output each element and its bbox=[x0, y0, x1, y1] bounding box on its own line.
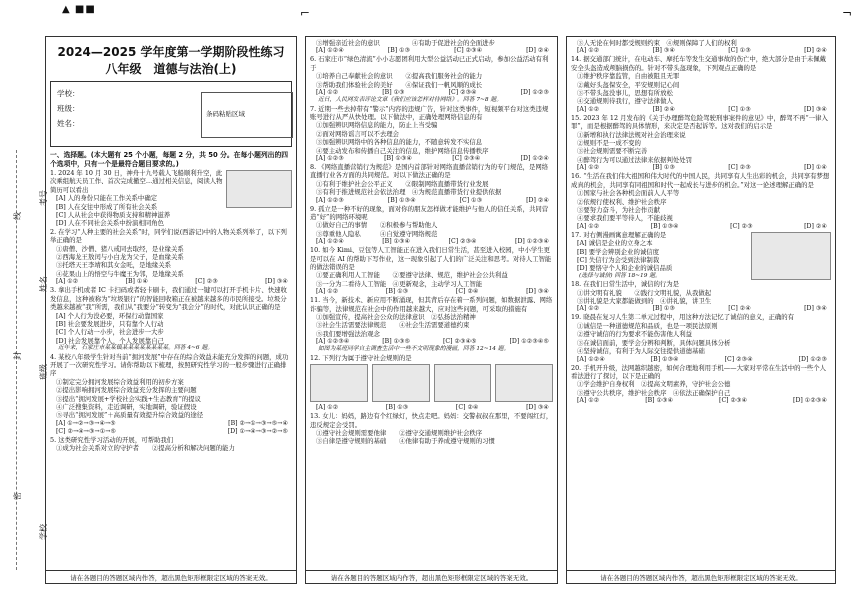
question-14: 14. 据交通部门统计，在电动车、摩托车等发生交通事故的伤亡中，绝大部分是由于未佩戴安全头盔造成颅脑损伤的。针对不带头盔现象，下列观点正确的是 bbox=[571, 55, 827, 72]
question-5: 5. 这类研究性学习活动的开展，可帮助我们 bbox=[50, 435, 174, 444]
answer-choice[interactable]: [B] ①③ bbox=[652, 164, 676, 172]
question-15: 15. 2023 年 12 月发布的《关于办理醉驾危险驾驶刑事案件的意见》中，醉驾不再“一律入罪”，而是根据醉驾的具体情形，来决定是否起诉等。这对我们的启示是 bbox=[571, 113, 828, 131]
info-school[interactable]: 学校： bbox=[57, 89, 80, 98]
answer-choice[interactable]: [D] ①②④ bbox=[520, 154, 549, 162]
answer-choice[interactable]: [D] ②④ bbox=[526, 47, 549, 55]
answer-choice[interactable]: [B] ①③⑤ bbox=[382, 338, 411, 346]
q17-option-d[interactable]: [D] 要恪守个人和企业的诚信品质 bbox=[577, 264, 673, 273]
answer-choice[interactable]: [C] ②③④ bbox=[448, 89, 477, 97]
q13-statement: ③自律是遵守规则的基础 ④他律有助于养成遵守规则的习惯 bbox=[316, 437, 495, 446]
answer-choice[interactable]: [B] ①③ bbox=[387, 47, 411, 55]
answer-choice[interactable]: [A] ①②③④ bbox=[316, 338, 350, 346]
q11-statement: ③社会生活需要法律规范 ④社会生活需要道德约束 bbox=[316, 321, 470, 330]
question-10: 10. 如今 Kimi、豆包等人工智能正在进入我们日常生活，甚至进入校园，中小学生更是可以在 AI 的帮助下写作业，这一现象引起了人们的广泛关注和思考。对待人工智能的做法错误的是 bbox=[310, 246, 552, 272]
q2-statement: ③托塔天王李靖和其女金吒，是地缘关系 bbox=[56, 261, 172, 270]
answer-choice[interactable]: [C] ②③④⑤ bbox=[443, 338, 477, 346]
line-mark: 线 bbox=[13, 212, 22, 220]
q9-statement: ③尊重他人隐私 ④自觉遵守网络规范 bbox=[316, 229, 438, 238]
answer-choice[interactable]: [C] ②④ bbox=[455, 404, 479, 412]
q4-step: ⑤寻出“拥河发展”＋高质量有效提升综合效益的途径 bbox=[56, 411, 204, 420]
answer-choice[interactable]: [A] ①② bbox=[577, 305, 600, 313]
q7-statement: ②面对网络谣言可以不去理会 bbox=[316, 129, 400, 138]
registration-marks: ▲ ■■ bbox=[62, 4, 96, 15]
q13-statement: ①遵守社会规则需要他律 ②遵守交通规则维护社会秩序 bbox=[316, 429, 483, 437]
answer-choice[interactable]: [D] ②④ bbox=[526, 196, 549, 204]
q4-step: ②提出影响拥河发展综合效益充分发挥的主要问题 bbox=[56, 386, 197, 395]
question-19: 19. 晓晨在复习人生第二单元过程中，用这种方法记忆了诚信的意义，正确的有 bbox=[571, 313, 795, 322]
answer-choice[interactable]: [A] ①② bbox=[316, 404, 339, 412]
q4-step: ③提出“拥河发展+学校社会实践+生态教育”的提议 bbox=[56, 394, 202, 403]
barcode-label: 条码粘贴区域 bbox=[206, 110, 245, 118]
q19-statement: ①诚信是一种道德规范和品质，也是一项民法原则 bbox=[577, 321, 718, 330]
answer-choice[interactable]: [D] ①②③④ bbox=[793, 397, 827, 405]
answer-choice[interactable]: [D] ①②③ bbox=[798, 355, 827, 363]
q15-statement: ①新增和执行法律法规对社会治理来说 bbox=[577, 130, 686, 139]
answer-choice[interactable]: [B] ②④ bbox=[652, 105, 676, 113]
answer-choice[interactable]: [D] ③④ bbox=[526, 288, 549, 296]
note-4-6: 近年来，石家庄市某某镇某某某某某某某某。回答 4~6 题。 bbox=[58, 345, 214, 352]
q14-answers bbox=[571, 106, 831, 114]
q16-answers bbox=[571, 223, 831, 231]
q19-statement: ③在诚信面前，要学会分辨和判断，具体问题具体分析 bbox=[577, 338, 731, 347]
q16-statement: ③要努力奋斗，为社会作贡献 bbox=[577, 205, 661, 214]
q2-statement: ④花果山上的悟空与牛魔王为邻，是地缘关系 bbox=[56, 269, 184, 278]
answer-choice[interactable]: [C] ②③ bbox=[195, 278, 218, 286]
secret-mark: 密 bbox=[13, 492, 22, 500]
answer-choice[interactable]: [A] ①② bbox=[577, 397, 600, 405]
answer-choice[interactable]: [C] ②④ bbox=[455, 288, 479, 296]
q3-option-a[interactable]: [A] 个人行为没必要，环保行动靠国家 bbox=[56, 311, 164, 320]
q14-statement: ②戴好头盔保安全，平安规则记心间 bbox=[577, 80, 680, 89]
answer-choice[interactable]: [C] ②→④→③→①→⑤ bbox=[56, 427, 117, 435]
answer-choice[interactable]: [A] ①② bbox=[577, 164, 600, 172]
question-2: 2. 在学习“人种主要的社会关系”时，同学们说(西游记)中的人物关系列举了，以下列举正确的是 bbox=[50, 227, 287, 245]
answer-choice[interactable]: [D] ①②③④⑤ bbox=[509, 338, 549, 346]
answer-choice[interactable]: [D] ②④ bbox=[804, 47, 827, 55]
note-18-19: (选择与诚信) 回答 18~19 题。 bbox=[579, 272, 661, 279]
column-1 bbox=[45, 36, 297, 584]
column-2 bbox=[305, 36, 558, 584]
answer-choice[interactable]: [A] ①② bbox=[56, 278, 79, 286]
answer-choice[interactable]: [B] ①③④ bbox=[645, 397, 674, 405]
question-20: 20. 手机开升级，法网越织越密，如何合理地利用手机——大家对平常在生活中的一些个人看法进行了探讨，以下是正确的 bbox=[571, 363, 827, 380]
answer-choice[interactable]: [C] ②③ bbox=[730, 222, 753, 230]
q19-statement: ④坚持诚信，有利于为人际交往提供道德基础 bbox=[577, 347, 705, 356]
answer-choice[interactable]: [A] ①② bbox=[577, 222, 600, 230]
q3-option-d[interactable]: [D] 社会发展靠个人，个人发展靠自己 bbox=[56, 336, 165, 345]
answer-choice[interactable]: [B] ①③ bbox=[385, 404, 409, 412]
q7-statement: ③加强辨识网络中的各种信息的能力，不随意转发不实信息 bbox=[316, 138, 483, 147]
exam-subtitle: 八年级 道德与法治(上) bbox=[105, 62, 237, 76]
corner-mark-left: ⌐ bbox=[300, 6, 311, 20]
answer-choice[interactable]: [B] ①④ bbox=[125, 278, 149, 286]
q8-statement: ①有利于维护社会公平正义 ②限制网络直播带货行业发展 bbox=[316, 179, 489, 188]
q9-statement: ①做好自己的事情 ②积极参与帮助他人 bbox=[316, 221, 438, 230]
q2-statement: ②西海龙王敖闰与小白龙为父子，是血缘关系 bbox=[56, 253, 184, 262]
q16-statement: ②依规行使权利、维护社会秩序 bbox=[577, 197, 667, 206]
q5-statement: ①成为社会关系对立的守护者 ②提高分析和解决问题的能力 bbox=[56, 444, 235, 453]
q12-answers bbox=[310, 404, 553, 412]
student-info-box bbox=[50, 81, 292, 147]
answer-choice[interactable]: [A] ①② bbox=[577, 105, 600, 113]
answer-choice[interactable]: [A] ①②④ bbox=[316, 47, 344, 55]
cartoon-strip bbox=[310, 364, 553, 402]
answer-choice[interactable]: [D] ③④ bbox=[804, 305, 827, 313]
answer-area-footer: 请在各题目的答题区域内作答，超出黑色矩形框限定区域的答案无效。 bbox=[567, 570, 835, 584]
answer-choice[interactable]: [D] ③④ bbox=[265, 278, 288, 286]
question-7: 7. 近期一些去掉带有“警示”内容的违规广告，针对这类事件，短视频平台对这类违规账号进行从严从快处理。以下做法中，正确处理网络信息的有 bbox=[310, 104, 549, 121]
q18-statement: ③讲礼貌是大家都能做到的 ④讲礼貌，讲卫生 bbox=[577, 297, 712, 306]
answer-choice[interactable]: [C] ①③ bbox=[459, 196, 483, 204]
info-name[interactable]: 姓名： bbox=[57, 119, 80, 128]
answer-choice[interactable]: [D] ①→④→③→②→⑤ bbox=[227, 427, 288, 435]
answer-choice[interactable]: [A] ①② bbox=[316, 89, 339, 97]
q6-statement: ①培养自己奉献社会的意识 ②提高我们服务社会的能力 bbox=[316, 72, 483, 81]
q3-option-b[interactable]: [B] 社会要发展进步，只有靠个人行动 bbox=[56, 319, 164, 328]
exam-title: 2024—2025 学年度第一学期阶段性练习 bbox=[57, 45, 285, 59]
info-class[interactable]: 班级： bbox=[57, 104, 80, 113]
q4-answers-2 bbox=[50, 428, 292, 436]
answer-choice[interactable]: [A] ①→②→③→④→⑤ bbox=[56, 419, 116, 427]
class-label: 班级 bbox=[39, 364, 48, 380]
answer-choice[interactable]: [B] ①③④ bbox=[382, 238, 411, 246]
answer-choice[interactable]: [C] ①③ bbox=[728, 47, 751, 55]
q7-statement: ①加强辨识网络信息的能力，防止上当受骗 bbox=[316, 121, 438, 130]
student-name-label: 姓名 bbox=[39, 276, 48, 292]
q10-statement: ①要正确利用人工智能 ②要遵守法律、规范，维护社会公共利益 bbox=[316, 271, 508, 280]
answer-choice[interactable]: [A] ①②③ bbox=[316, 196, 344, 204]
question-17: 17. 对右侧漫画寓意理解正确的是 bbox=[571, 230, 667, 239]
question-16: 16. “生活在我们伟大祖国和伟大时代的中国人民，共同享有人生出彩的机会，共同享有梦想成真的机会，共同享有同祖国和时代一起成长与进步的机会。”对这一论述理解正确的是 bbox=[571, 172, 830, 189]
note-12-14: 如图为某班同学自主调查生活中一些不文明现象的漫画，回答 12~14 题。 bbox=[318, 346, 510, 353]
q19-statement: ②遵守诚信的行为要求不能伤害他人利益 bbox=[577, 330, 693, 339]
q20-answers bbox=[571, 397, 831, 405]
cartoon-image bbox=[310, 364, 368, 402]
answer-choice[interactable]: [B] ①③ bbox=[382, 89, 405, 97]
question-8: 8. 《网络直播营销行为规范》是国内首部针对网络直播营销行为的专门规范，是网络直播行业各方面的共同规范。对以下做法正确的是 bbox=[310, 162, 549, 180]
cartoon-image bbox=[434, 364, 492, 402]
answer-choice[interactable]: [D] ③④ bbox=[526, 404, 549, 412]
question-1-photo bbox=[226, 170, 292, 208]
answer-choice[interactable]: [C] ②③④ bbox=[724, 355, 753, 363]
cartoon-image bbox=[372, 364, 430, 402]
binding-strip bbox=[0, 0, 48, 608]
q15-statement: ④醉驾行为可以通过法律来依据判处处罚 bbox=[577, 155, 693, 164]
q7-answers bbox=[310, 155, 553, 163]
q11-statement: ⑤我们要增强法治观念 bbox=[316, 329, 380, 338]
answer-choice[interactable]: [A] ①②③ bbox=[316, 154, 344, 162]
answer-choice[interactable]: [C] ②③ bbox=[728, 164, 751, 172]
answer-choice[interactable]: [C] ②③④ bbox=[452, 154, 481, 162]
q18-statement: ①讲文明有礼貌 ②践行文明礼貌，从我做起 bbox=[577, 288, 712, 297]
q3-option-c[interactable]: [C] 个人行动一小步，社会进步一大步 bbox=[56, 328, 164, 337]
answer-choice[interactable]: [A] ①②④ bbox=[577, 355, 605, 363]
q8-answers bbox=[310, 197, 553, 205]
q14-statement: ④交通规则待我行，遵守法律做人 bbox=[577, 97, 673, 106]
answer-choice[interactable]: [A] ①② bbox=[577, 47, 600, 55]
q6-answers bbox=[310, 89, 553, 97]
q15-statement: ②规则不是一成不变的 bbox=[577, 139, 641, 148]
q1-option-a[interactable]: [A] 人的身份只能在工作关系中确定 bbox=[56, 194, 158, 203]
question-12: 12. 下列行为属于遵守社会规则的是 bbox=[310, 353, 412, 362]
q14-statement: ③不带头盔没事儿，思想有所放松 bbox=[577, 89, 673, 98]
answer-choice[interactable]: [B] ②→①→③→⑤→④ bbox=[228, 419, 288, 427]
answer-choice[interactable]: [C] ②③④ bbox=[719, 397, 748, 405]
answer-choice[interactable]: [B] ③④ bbox=[652, 47, 676, 55]
q4-step: ④广泛搜集资料，走近调研，实地调研，验证假设 bbox=[56, 403, 197, 412]
q20-statement: ③遵守公共秩序，维护社会秩序 ④依法正确保护自己 bbox=[577, 388, 731, 397]
q7-statement: ④要主动发布和传播自己关注的信息，维护网络信息传播秩序 bbox=[316, 146, 489, 155]
column-3 bbox=[566, 36, 836, 584]
q1-option-c[interactable]: [C] 人从社会中获得物质支持和精神滋养 bbox=[56, 211, 171, 220]
answer-choice[interactable]: [B] ①③④ bbox=[384, 154, 413, 162]
q16-statement: ④要求我们要平等待人，不能歧视 bbox=[577, 214, 673, 223]
answer-choice[interactable]: [B] ①③④ bbox=[650, 222, 679, 230]
question-9: 9. 孤立是一种不好的现象，面对你的朋友怎样做才能维护与他人的信任关系，共同营造“好”的网络环境呢 bbox=[310, 204, 549, 221]
q14-statement: ①维护秩序靠监管，自由被阻且无罪 bbox=[577, 72, 680, 81]
answer-choice[interactable]: [D] ②④ bbox=[804, 222, 827, 230]
section-heading: 一、选择题。(本大题有 25 个小题，每题 2 分，共 50 分。在每小题列出的四个选项中，只有一个是最符合题目要求的。) bbox=[50, 151, 289, 168]
answer-choice[interactable]: [B] ①③④ bbox=[650, 355, 679, 363]
q17-option-c[interactable]: [C] 失信行为会受到法律制裁 bbox=[577, 255, 660, 264]
q13-statement: ③人无论在何时都受规则约束 ④规则保障了人们的权利 bbox=[577, 39, 737, 47]
question-18: 18. 在我们日常生活中，诚信的行为是 bbox=[571, 280, 680, 289]
answer-choice[interactable]: [B] ①③ bbox=[385, 288, 409, 296]
q11-statement: ①加强宣传，提高社会公众的法律意识 ②弘扬法治精神 bbox=[316, 313, 476, 322]
question-3: 3. 拿出手机或者 IC 卡扫码或者轻卡刷卡，我们通过一键可以打开手机卡片、快速收发信息，这种被称为“垃圾银行”的智能回收箱正在被越来越多的市民所接受。垃圾分类越来越被“我”所需，我们从“我要分”转变为“我会分”的时代，对此认识正确的是 bbox=[50, 286, 287, 312]
q10-statement: ③一分为二看待人工智能 ④更新观念，主动学习人工智能 bbox=[316, 279, 483, 288]
q4-step: ①制定完分拥河发展综合效益利用的初步方案 bbox=[56, 377, 184, 386]
q17-option-a[interactable]: [A] 诚信是企业的立身之本 bbox=[577, 239, 653, 248]
q5-statement: ③增强亲近社会的意识 ④有助于促进社会的全面进步 bbox=[316, 39, 495, 47]
q6-statement: ③帮助我们体验社会的美好 ④保证我们一帆风顺的成长 bbox=[316, 80, 483, 89]
q19-answers bbox=[571, 356, 831, 364]
answer-choice[interactable]: [C] ②④ bbox=[728, 305, 751, 313]
note-7-8: 近日，人民网发表评论文章《我们应该怎样对待网络》。回答 7~8 题。 bbox=[318, 97, 503, 104]
answer-choice[interactable]: [B] ①③ bbox=[652, 305, 676, 313]
q2-statement: ①唐僧、沙僧、猪八戒同去取经，是业缘关系 bbox=[56, 244, 184, 253]
seal-mark: 封 bbox=[13, 352, 22, 360]
answer-choice[interactable]: [D] ①④ bbox=[804, 164, 827, 172]
q15-statement: ③社会规则需要不断完善 bbox=[577, 147, 648, 156]
cartoon-image bbox=[495, 364, 553, 402]
question-1: 1. 2024 年 10 月 30 日，神舟十九号载人飞船顺利升空，此次乘组航天员工作、首次完成撤空…通过相关信息，阅读人物简历可以看出 bbox=[50, 169, 223, 194]
answer-choice[interactable]: [D] ①②③④ bbox=[515, 238, 549, 246]
answer-choice[interactable]: [C] ②③④ bbox=[448, 238, 477, 246]
q4-answers bbox=[50, 420, 292, 428]
question-11: 11. 当今，新技术、新应用不断涌现，但其背后存在着一系列问题，如数据泄露、网络诈骗等，法律规范在社会中的作用越来越大，应对这些问题，可采取的措施有 bbox=[310, 296, 553, 313]
answer-choice[interactable]: [C] ②③④ bbox=[454, 47, 483, 55]
answer-area-footer: 请在各题目的答题区域内作答，超出黑色矩形框限定区域的答案无效。 bbox=[46, 570, 296, 584]
question-17-cartoon bbox=[751, 232, 831, 280]
barcode-area bbox=[201, 92, 293, 138]
q16-statement: ①国家与社会各种机会面前人人平等 bbox=[577, 189, 680, 198]
answer-choice[interactable]: [D] ①②③ bbox=[520, 89, 549, 97]
answer-choice[interactable]: [A] ①② bbox=[316, 288, 339, 296]
school-label: 学校 bbox=[39, 524, 48, 540]
q8-statement: ③有利于推进规范社会依法治理 ④为规范直播带货行业提供依据 bbox=[316, 188, 502, 197]
answer-choice[interactable]: [A] ①②④ bbox=[316, 238, 344, 246]
q17-option-b[interactable]: [B] 要学会辨别企业的诚信度 bbox=[577, 247, 660, 256]
question-6: 6. 石家庄市“绿色清流”小小志愿团利用大型公益活动已正式启动，参加公益活动有利于 bbox=[310, 55, 549, 72]
question-4: 4. 某校八年级学生针对当前“拥河发展”中存在的综合效益未能充分发挥的问题，成功开展了一次研究性学习。请你帮助以下梳理，按照研究性学习的一般步骤进行正确排序 bbox=[50, 352, 289, 378]
answer-choice[interactable]: [C] ①③ bbox=[728, 105, 751, 113]
q1-option-d[interactable]: [D] 人在不同社会关系中扮演相同角色 bbox=[56, 219, 165, 228]
answer-choice[interactable]: [B] ①③④ bbox=[387, 196, 416, 204]
q20-statement: ①学会维护自身权利 ②提高文明素养，守护社会公德 bbox=[577, 380, 731, 389]
q1-option-b[interactable]: [B] 人在交往中形成了所有社会关系 bbox=[56, 202, 158, 211]
exam-number-label: 考号 bbox=[39, 190, 48, 206]
answer-area-footer: 请在各题目的答题区域内作答，超出黑色矩形框限定区域的答案无效。 bbox=[306, 570, 557, 584]
corner-mark-right: ¬ bbox=[842, 6, 853, 20]
answer-choice[interactable]: [D] ③④ bbox=[804, 105, 827, 113]
question-13: 13. 女儿：妈妈，路边有个红绿灯，快点走吧。妈妈：交警叔叔在那里，不要闯红灯，违反规定会受罚。 bbox=[310, 412, 553, 429]
